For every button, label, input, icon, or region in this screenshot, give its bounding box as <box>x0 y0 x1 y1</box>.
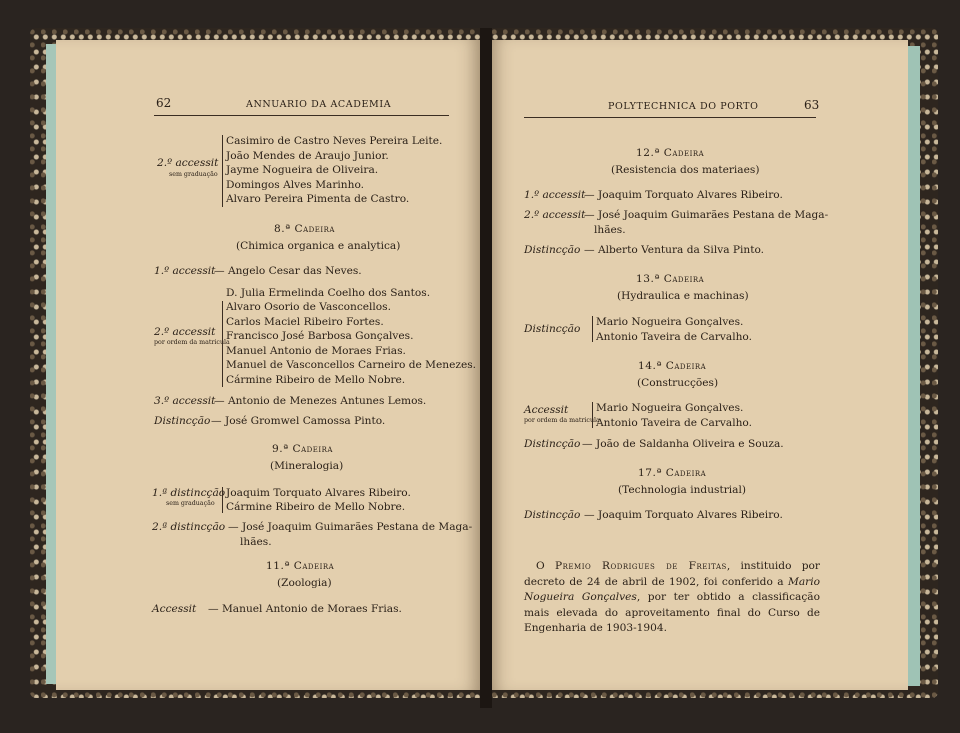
section-title: 8.ª Cadeira <box>274 223 335 235</box>
left-page <box>56 40 484 690</box>
prize-paragraph <box>524 559 820 637</box>
entry-sublabel: por ordem da matricula <box>154 339 230 346</box>
entry-label: Distincção <box>524 323 581 335</box>
entry-label: Accessit <box>524 404 569 416</box>
list-item: D. Julia Ermelinda Coelho dos Santos. <box>226 287 431 299</box>
list-item: João Mendes de Araujo Junior. <box>226 150 389 162</box>
entry-label: 1.º accessit <box>154 265 216 277</box>
page-number-right: 63 <box>804 98 820 112</box>
entry-text: — Angelo Cesar das Neves. <box>214 265 362 277</box>
prize-name: Premio Rodrigues de Freitas <box>555 560 727 572</box>
book-spine <box>480 28 492 708</box>
prize-text: O <box>536 560 556 572</box>
right-page <box>486 40 908 690</box>
page-edge-right <box>906 46 920 686</box>
list-item: Domingos Alves Marinho. <box>226 179 365 191</box>
brace <box>592 316 593 342</box>
running-header-right: POLYTECHNICA DO PORTO <box>608 101 759 112</box>
section-subtitle: (Mineralogia) <box>270 460 344 472</box>
section-subtitle: (Resistencia dos materiaes) <box>611 164 760 176</box>
entry-text: — José Joaquim Guimarães Pestana de Maga- <box>228 521 473 533</box>
brace <box>222 487 223 513</box>
header-rule-right <box>524 117 816 118</box>
entry-text: — Joaquim Torquato Alvares Ribeiro. <box>584 189 783 201</box>
entry-text: — José Gromwel Camossa Pinto. <box>211 415 386 427</box>
section-subtitle: (Hydraulica e machinas) <box>617 290 749 302</box>
brace <box>222 301 223 387</box>
entry-sublabel: sem graduação <box>166 500 215 507</box>
entry-text: — João de Saldanha Oliveira e Souza. <box>582 438 784 450</box>
list-item: Mario Nogueira Gonçalves. <box>596 402 744 414</box>
list-item: Carlos Maciel Ribeiro Fortes. <box>226 316 384 328</box>
list-item: Antonio Taveira de Carvalho. <box>596 331 752 343</box>
page-number-left: 62 <box>156 96 172 110</box>
section-title: 14.ª Cadeira <box>638 360 707 372</box>
list-item: Alvaro Pereira Pimenta de Castro. <box>226 193 410 205</box>
list-item: Francisco José Barbosa Gonçalves. <box>226 330 414 342</box>
list-item: Casimiro de Castro Neves Pereira Leite. <box>226 135 443 147</box>
entry-label: 2.º accessit <box>154 326 216 338</box>
entry-label: 2.ª distincção <box>152 521 226 533</box>
entry-label: Distincção <box>524 244 581 256</box>
list-item: Antonio Taveira de Carvalho. <box>596 417 752 429</box>
entry-label: 2.º accessit <box>157 157 219 169</box>
entry-label: 1.ª distincção <box>152 487 226 499</box>
prize-text: , instituido por decreto de 24 de abril de 1902, foi conferido a <box>524 560 821 588</box>
brace <box>592 402 593 428</box>
entry-text: — Alberto Ventura da Silva Pinto. <box>584 244 765 256</box>
brace <box>222 135 223 207</box>
prize-person: Mario Nogueira Gonçalves <box>524 575 820 603</box>
section-subtitle: (Chimica organica e analytica) <box>236 240 401 252</box>
entry-label: 1.º accessit <box>524 189 586 201</box>
entry-label: Distincção <box>524 438 581 450</box>
entry-label: 2.º accessit <box>524 209 586 221</box>
section-subtitle: (Zoologia) <box>277 577 332 589</box>
prize-text: , por ter obtido a classificação mais elevada do aproveitamento final do Curso de Engenharia de 1903-1904. <box>524 591 821 634</box>
entry-label: Distincção <box>524 509 581 521</box>
entry-text: — Joaquim Torquato Alvares Ribeiro. <box>584 509 783 521</box>
list-item: Joaquim Torquato Alvares Ribeiro. <box>226 487 411 499</box>
entry-text: — Antonio de Menezes Antunes Lemos. <box>214 395 427 407</box>
entry-sublabel: sem graduação <box>169 171 218 178</box>
section-subtitle: (Construcções) <box>637 377 719 389</box>
section-title: 11.ª Cadeira <box>266 560 335 572</box>
entry-label: Distincção <box>154 415 211 427</box>
section-title: 12.ª Cadeira <box>636 147 705 159</box>
list-item: Manuel Antonio de Moraes Frias. <box>226 345 406 357</box>
list-item: Manuel de Vasconcellos Carneiro de Menezes. <box>226 359 477 371</box>
list-item: Cármine Ribeiro de Mello Nobre. <box>226 501 406 513</box>
entry-text-cont: lhães. <box>594 224 626 236</box>
entry-label: 3.º accessit <box>154 395 216 407</box>
section-title: 13.ª Cadeira <box>636 273 705 285</box>
entry-text: — Manuel Antonio de Moraes Frias. <box>208 603 402 615</box>
list-item: Jayme Nogueira de Oliveira. <box>226 164 379 176</box>
list-item: Alvaro Osorio de Vasconcellos. <box>226 301 391 313</box>
entry-label: Accessit <box>152 603 197 615</box>
entry-text: — José Joaquim Guimarães Pestana de Maga- <box>584 209 829 221</box>
entry-text-cont: lhães. <box>240 536 272 548</box>
entry-sublabel: por ordem da matricula <box>524 417 600 424</box>
list-item: Mario Nogueira Gonçalves. <box>596 316 744 328</box>
section-title: 17.ª Cadeira <box>638 467 707 479</box>
header-rule-left <box>154 115 449 116</box>
section-subtitle: (Technologia industrial) <box>618 484 747 496</box>
running-header-left: ANNUARIO DA ACADEMIA <box>246 99 392 110</box>
list-item: Cármine Ribeiro de Mello Nobre. <box>226 374 406 386</box>
section-title: 9.ª Cadeira <box>272 443 333 455</box>
